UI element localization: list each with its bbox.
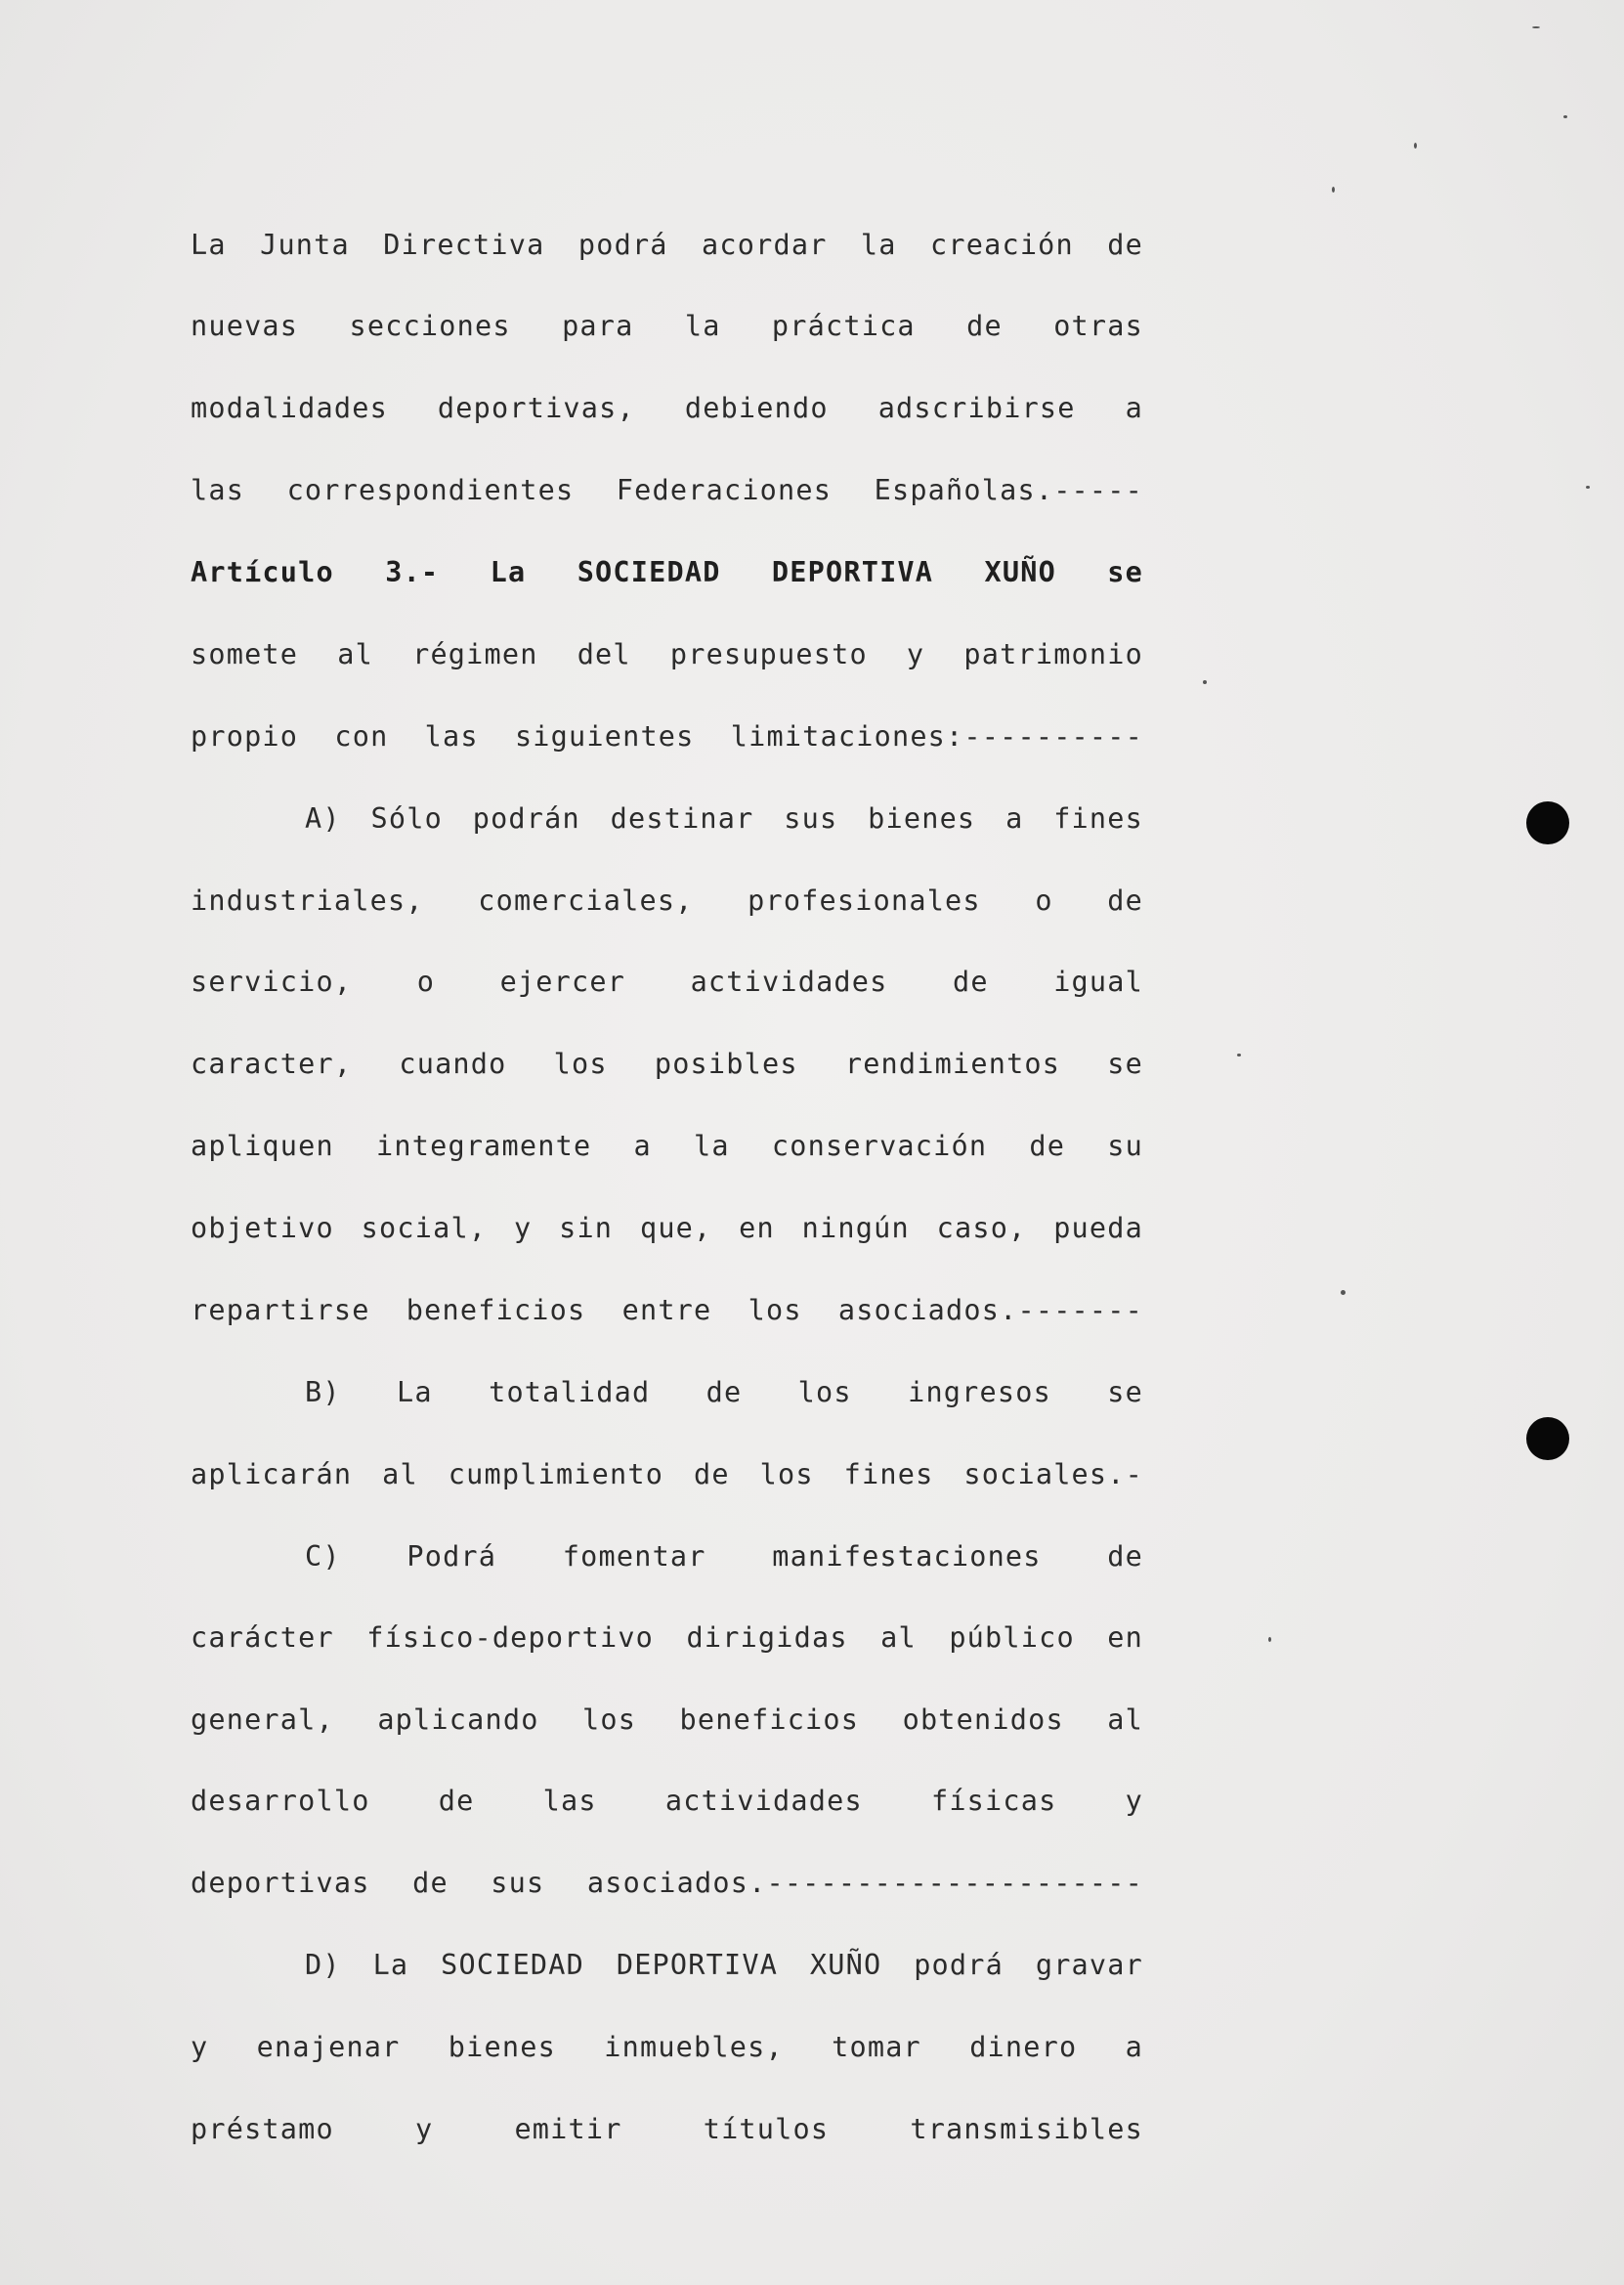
text-line: caracter, cuando los posibles rendimientos se [191, 1048, 1143, 1080]
clause-b-line: B) La totalidad de los ingresos se [305, 1376, 1143, 1408]
article-heading-line: Artículo 3.- La SOCIEDAD DEPORTIVA XUÑO se [191, 556, 1143, 588]
text-line: apliquen integramente a la conservación de su [191, 1130, 1143, 1162]
text-line: somete al régimen del presupuesto y patrimonio [191, 638, 1143, 670]
text-line: servicio, o ejercer actividades de igual [191, 966, 1143, 998]
paper-speck [1332, 187, 1335, 193]
text-line: general, aplicando los beneficios obtenidos al [191, 1703, 1143, 1736]
text-line: propio con las siguientes limitaciones:---------- [191, 720, 1143, 753]
paper-speck [1203, 680, 1207, 684]
text-line: modalidades deportivas, debiendo adscribirse a [191, 392, 1143, 424]
paper-speck [1532, 26, 1540, 28]
text-line: industriales, comerciales, profesionales o de [191, 884, 1143, 917]
clause-c-line: C) Podrá fomentar manifestaciones de [305, 1540, 1143, 1573]
text-line: carácter físico-deportivo dirigidas al público en [191, 1621, 1143, 1654]
paper-speck [1563, 115, 1567, 118]
text-line: La Junta Directiva podrá acordar la creación de [191, 229, 1143, 261]
punch-hole [1526, 801, 1569, 844]
text-line: objetivo social, y sin que, en ningún caso, pueda [191, 1212, 1143, 1244]
text-line: deportivas de sus asociados.--------------------- [191, 1867, 1143, 1899]
paper-speck [1586, 486, 1590, 489]
paper-speck [1414, 143, 1417, 149]
clause-d-line: D) La SOCIEDAD DEPORTIVA XUÑO podrá gravar [305, 1949, 1143, 1981]
text-line: desarrollo de las actividades físicas y [191, 1785, 1143, 1817]
text-line: repartirse beneficios entre los asociados.------- [191, 1294, 1143, 1326]
text-line: las correspondientes Federaciones Españolas.----- [191, 474, 1143, 506]
clause-a-line: A) Sólo podrán destinar sus bienes a fines [305, 802, 1143, 835]
text-line: aplicarán al cumplimiento de los fines sociales.- [191, 1458, 1143, 1490]
paper-speck [1237, 1054, 1241, 1056]
text-line: préstamo y emitir títulos transmisibles [191, 2113, 1143, 2145]
paper-speck [1341, 1290, 1346, 1295]
text-line: nuevas secciones para la práctica de otras [191, 310, 1143, 342]
punch-hole [1526, 1417, 1569, 1460]
paper-speck [1268, 1637, 1271, 1642]
text-line: y enajenar bienes inmuebles, tomar dinero a [191, 2031, 1143, 2063]
